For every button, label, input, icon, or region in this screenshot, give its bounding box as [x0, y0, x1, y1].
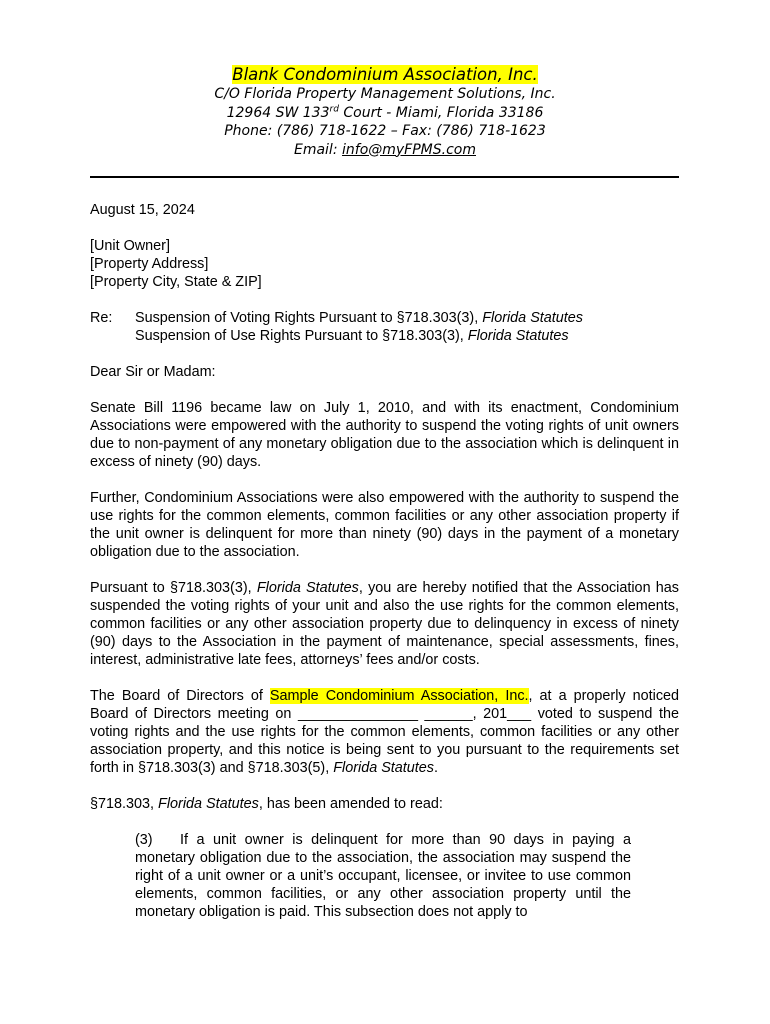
- paragraph-board-end: .: [434, 760, 439, 776]
- association-name-highlight: Sample Condominium Association, Inc.: [269, 688, 529, 704]
- paragraph-board-decision: [90, 687, 679, 777]
- letterhead: [0, 64, 770, 159]
- statute-quote: [135, 831, 631, 921]
- subject-line-use: [135, 327, 679, 345]
- subject-line-voting-text: Suspension of Voting Rights Pursuant to §718.303(3),: [135, 310, 483, 326]
- subject-line-use-statute: Florida Statutes: [467, 328, 569, 344]
- paragraph-senate-bill: Senate Bill 1196 became law on July 1, 2010, and with its enactment, Condominium Associations were empowered with the authority to suspend the voting rights of unit owners due to non-payment of any monetary obligation due to the association which is delinquent in excess of ninety (90) days.: [90, 400, 679, 470]
- care-of-line: C/O Florida Property Management Solutions, Inc.: [214, 86, 556, 102]
- recipient-address: [Property Address]: [90, 256, 209, 272]
- letter-date: August 15, 2024: [90, 202, 195, 218]
- letterhead-org-line: [0, 64, 770, 85]
- paragraph-use-rights: Further, Condominium Associations were also empowered with the authority to suspend the use rights for the common elements, common facilities or any other association property if the unit owner is delinquent for more than ninety (90) days in the payment of a monetary obligation due to the association.: [90, 490, 679, 560]
- address-line: [0, 104, 770, 123]
- address-street: 12964 SW 133: [226, 104, 330, 121]
- email-line: [0, 141, 770, 160]
- paragraph-notification-rest: , you are hereby notified that the Association has suspended the voting rights of your unit and also the use rights for the common elements, common facilities or any other association property due to delinquency in excess of ninety (90) days to the Association in the payment of maintenance, special assessments, fines, interest, administrative late fees, attorneys’ fees and/or costs.: [90, 580, 679, 668]
- letterhead-divider: [90, 176, 679, 178]
- paragraph-board-statute: Florida Statutes: [333, 760, 435, 776]
- subject-block: [90, 309, 679, 345]
- address-city: Court - Miami, Florida 33186: [338, 104, 544, 121]
- org-name-highlight: Blank Condominium Association, Inc.: [232, 65, 538, 84]
- letter-body: [90, 201, 679, 921]
- salutation: Dear Sir or Madam:: [90, 364, 216, 380]
- recipient-city-state-zip: [Property City, State & ZIP]: [90, 274, 262, 290]
- email-link[interactable]: info@myFPMS.com: [342, 141, 476, 158]
- recipient-name: [Unit Owner]: [90, 238, 170, 254]
- paragraph-amended-statute: Florida Statutes: [158, 796, 259, 812]
- paragraph-notification-start: Pursuant to §718.303(3),: [90, 580, 257, 596]
- recipient-block: [90, 237, 679, 291]
- subject-label: Re:: [90, 310, 113, 326]
- paragraph-board-start: The Board of Directors of: [90, 688, 270, 704]
- subject-line-voting-statute: Florida Statutes: [482, 310, 583, 326]
- subject-line-voting: [135, 309, 679, 327]
- paragraph-notification: [90, 579, 679, 669]
- paragraph-amended-rest: , has been amended to read:: [258, 796, 443, 812]
- paragraph-notification-statute: Florida Statutes: [256, 580, 359, 596]
- phone-fax-line: Phone: (786) 718-1622 – Fax: (786) 718-1623: [224, 123, 546, 139]
- paragraph-amended-start: §718.303,: [90, 796, 159, 812]
- email-label: Email:: [293, 141, 342, 158]
- address-superscript: rd: [329, 103, 339, 114]
- statute-quote-number: (3): [135, 832, 153, 848]
- paragraph-amended: [90, 795, 679, 813]
- subject-line-use-text: Suspension of Use Rights Pursuant to §718.303(3),: [135, 328, 468, 344]
- paragraph-board-middle: , at a properly noticed Board of Directors meeting on _______________ ______, 201___ voted to suspend the voting rights and the use rights for the common elements, common facilities or any other association property, and this notice is being sent to you pursuant to the requirements set forth in §718.303(3) and §718.303(5),: [90, 688, 680, 776]
- statute-quote-text: If a unit owner is delinquent for more than 90 days in paying a monetary obligation due to the association, the association may suspend the right of a unit owner or a unit’s occupant, licensee, or invitee to use common elements, common facilities, or any other association property until the monetary obligation is paid. This subsection does not apply to: [135, 832, 631, 920]
